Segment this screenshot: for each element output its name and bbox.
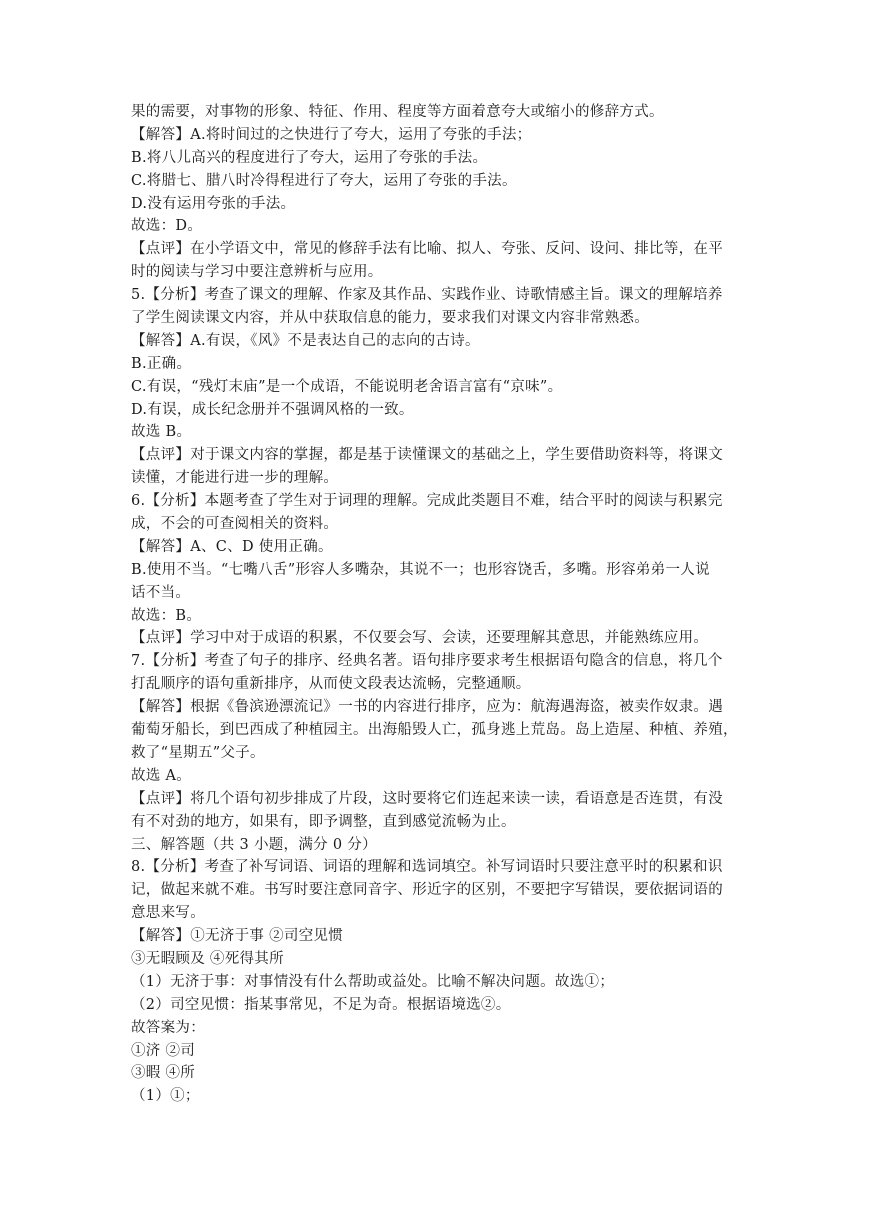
text-line: 故选 A。 <box>131 767 192 784</box>
text-line: 6.【分析】本题考查了学生对于词理的理解。完成此类题目不难，结合平时的阅读与积累完 <box>131 493 723 510</box>
document-body <box>131 101 741 1108</box>
text-line: ③暇 ④所 <box>131 1065 196 1082</box>
text-line: 【点评】在小学语文中，常见的修辞手法有比喻、拟人、夸张、反问、设问、排比等，在平 <box>131 241 723 258</box>
text-line: 【解答】A、C、D 使用正确。 <box>131 538 333 555</box>
text-line: 【解答】①无济于事 ②司空见惯 <box>131 928 344 945</box>
text-line: D.有误，成长纪念册并不强调风格的一致。 <box>131 401 414 418</box>
text-line: ①济 ②司 <box>131 1042 196 1059</box>
text-line: 【解答】A.将时间过的之快进行了夸大，运用了夸张的手法； <box>131 126 532 143</box>
text-line: 话不当。 <box>131 584 191 601</box>
text-line: C.有误，“残灯末庙”是一个成语，不能说明老舍语言富有“京味”。 <box>131 378 563 395</box>
text-line: 故选 B。 <box>131 424 192 441</box>
text-line: 故选：D。 <box>131 218 203 235</box>
text-line: 葡萄牙船长，到巴西成了种植园主。出海船毁人亡，孤身逃上荒岛。岛上造屋、种植、养殖， <box>131 722 738 739</box>
text-line: 打乱顺序的语句重新排序，从而使文段表达流畅，完整通顺。 <box>131 676 531 693</box>
text-line: D.没有运用夸张的手法。 <box>131 195 296 212</box>
text-line: 有不对劲的地方，如果有，即予调整，直到感觉流畅为止。 <box>131 813 516 830</box>
text-line: B.将八儿高兴的程度进行了夸大，运用了夸张的手法。 <box>131 149 488 166</box>
text-line: 【点评】对于课文内容的掌握，都是基于读懂课文的基础之上，学生要借助资料等，将课文 <box>131 447 723 464</box>
text-line: （1）①； <box>131 1088 200 1105</box>
text-line: 故答案为： <box>131 1019 205 1036</box>
text-line: 8.【分析】考查了补写词语、词语的理解和选词填空。补写词语时只要注意平时的积累和识 <box>131 859 723 876</box>
text-line: 【解答】A.有误，《风》不是表达自己的志向的古诗。 <box>131 332 480 349</box>
text-line: 【点评】将几个语句初步排成了片段，这时要将它们连起来读一读，看语意是否连贯，有没 <box>131 790 723 807</box>
text-line: 5.【分析】考查了课文的理解、作家及其作品、实践作业、诗歌情感主旨。课文的理解培养 <box>131 287 723 304</box>
text-line: 果的需要，对事物的形象、特征、作用、程度等方面着意夸大或缩小的修辞方式。 <box>131 104 664 120</box>
text-line: （1）无济于事：对事情没有什么帮助或益处。比喻不解决问题。故选①； <box>131 973 615 990</box>
text-line: ③无暇顾及 ④死得其所 <box>131 950 284 967</box>
text-line: 了学生阅读课文内容，并从中获取信息的能力，要求我们对课文内容非常熟悉。 <box>131 310 649 327</box>
text-line: 时的阅读与学习中要注意辨析与应用。 <box>131 264 383 281</box>
text-line: B.使用不当。“七嘴八舌”形容人多嘴杂，其说不一；也形容饶舌，多嘴。形容弟弟一人说 <box>131 561 710 578</box>
text-line: 读懂，才能进行进一步的理解。 <box>131 470 339 487</box>
text-line: 救了“星期五”父子。 <box>131 744 265 761</box>
text-line: 记，做起来就不难。书写时要注意同音字、形近字的区别，不要把字写错误，要依据词语的 <box>131 882 723 899</box>
text-line: （2）司空见惯：指某事常见，不足为奇。根据语境选②。 <box>131 996 511 1013</box>
text-line: C.将腊七、腊八时冷得程进行了夸大，运用了夸张的手法。 <box>131 172 517 189</box>
text-line: 成，不会的可查阅相关的资料。 <box>131 516 339 533</box>
text-line: 【点评】学习中对于成语的积累，不仅要会写、会读，还要理解其意思，并能熟练应用。 <box>131 630 709 647</box>
text-line: B.正确。 <box>131 355 192 372</box>
text-line: 三、解答题（共 3 小题，满分 0 分） <box>131 836 377 853</box>
text-line: 意思来写。 <box>131 905 205 922</box>
text-line: 故选：B。 <box>131 607 202 624</box>
text-line: 7.【分析】考查了句子的排序、经典名著。语句排序要求考生根据语句隐含的信息，将几个 <box>131 653 723 670</box>
text-line: 【解答】根据《鲁滨逊漂流记》一书的内容进行排序，应为：航海遇海盗，被卖作奴隶。遇 <box>131 699 723 716</box>
